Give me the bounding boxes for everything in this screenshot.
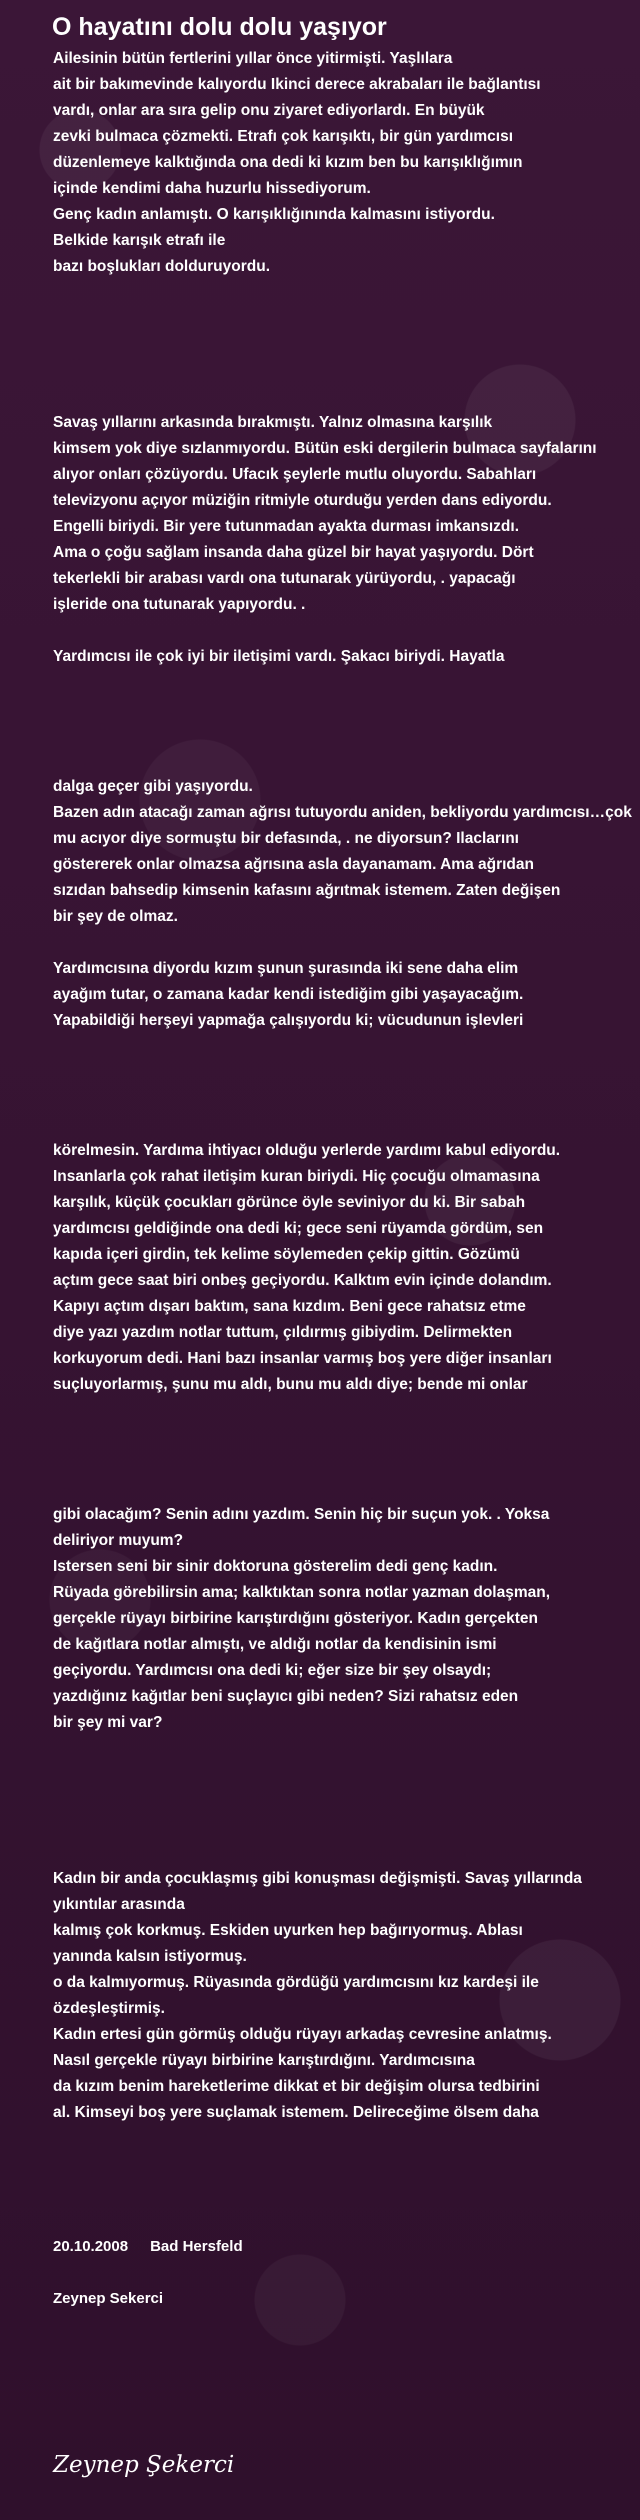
poem-line: Yapabildiği herşeyi yapmağa çalışıyordu ki; vücudunun işlevleri <box>53 1012 524 1029</box>
poem-line: Kadın bir anda çocuklaşmış gibi konuşması değişmişti. Savaş yıllarında <box>53 1870 582 1887</box>
poem-line: yardımcısı geldiğinde ona dedi ki; gece seni rüyamda gördüm, sen <box>53 1220 544 1237</box>
poem-line: zevki bulmaca çözmekti. Etrafı çok karışıktı, bir gün yardımcısı <box>53 128 514 145</box>
poem-line: içinde kendimi daha huzurlu hissediyorum. <box>53 180 371 197</box>
poem-line: Yardımcısına diyordu kızım şunun şurasında iki sene daha elim <box>53 960 519 977</box>
poem-blank-line <box>53 696 632 722</box>
poem-blank-line <box>53 1840 632 1866</box>
poem-line: Belkide karışık etrafı ile <box>53 232 226 249</box>
poem-line: kapıda içeri girdin, tek kelime söylemeden çekip gittin. Gözümü <box>53 1246 520 1263</box>
poem-line: da kızım benim hareketlerime dikkat et bir değişim olursa tedbirini <box>53 2078 540 2095</box>
poem-line: deliriyor muyum? <box>53 1532 184 1549</box>
poem-line: kimsem yok diye sızlanmıyordu. Bütün eski dergilerin bulmaca sayfalarını <box>53 440 597 457</box>
poem-place: Bad Hersfeld <box>150 2238 243 2255</box>
poem-line: işleride ona tutunarak yapıyordu. . <box>53 596 306 613</box>
poem-line: Ama o çoğu sağlam insanda daha güzel bir hayat yaşıyordu. Dört <box>53 544 534 561</box>
poem-line: ayağım tutar, o zamana kadar kendi istediğim gibi yaşayacağım. <box>53 986 524 1003</box>
poem-line: bir şey mi var? <box>53 1714 163 1731</box>
poem-blank-line <box>53 722 632 748</box>
poem-line: bir şey de olmaz. <box>53 908 178 925</box>
poem-blank-line <box>53 1762 632 1788</box>
poem-line: Savaş yıllarını arkasında bırakmıştı. Yalnız olmasına karşılık <box>53 414 493 431</box>
poem-line: de kağıtlara notlar almıştı, ve aldığı notlar da kendisinin ismi <box>53 1636 497 1653</box>
poem-line: dalga geçer gibi yaşıyordu. <box>53 778 253 795</box>
poem-line: yazdığınız kağıtlar beni suçlayıcı gibi neden? Sizi rahatsız eden <box>53 1688 519 1705</box>
poem-blank-line <box>53 358 632 384</box>
poem-blank-line <box>53 280 632 306</box>
poem-blank-line <box>53 384 632 410</box>
poem-blank-line <box>53 306 632 332</box>
poem-blank-line <box>53 332 632 358</box>
poem-blank-line <box>53 1450 632 1476</box>
poem-line: Ailesinin bütün fertlerini yıllar önce yitirmişti. Yaşlılara <box>53 50 453 67</box>
author-signature: Zeynep Şekerci <box>53 2452 235 2478</box>
poem-line: Genç kadın anlamıştı. O karışıklığınında kalmasını istiyordu. <box>53 206 495 223</box>
poem-blank-line <box>53 1398 632 1424</box>
poem-line: suçluyorlarmış, şunu mu aldı, bunu mu aldı diye; bende mi onlar <box>53 1376 528 1393</box>
poem-blank-line <box>53 1814 632 1840</box>
poem-blank-line <box>53 1112 632 1138</box>
poem-blank-line <box>53 670 632 696</box>
poem-line: al. Kimseyi boş yere suçlamak istemem. Delireceğime ölsem daha <box>53 2104 539 2121</box>
poem-line: ait bir bakımevinde kalıyordu Ikinci derece akrabaları ile bağlantısı <box>53 76 541 93</box>
poem-line: Istersen seni bir sinir doktoruna gösterelim dedi genç kadın. <box>53 1558 498 1575</box>
poem-body <box>53 46 632 2126</box>
poem-line: gerçekle rüyayı birbirine karıştırdığını gösteriyor. Kadın gerçekten <box>53 1610 538 1627</box>
poem-line: düzenlemeye kalktığında ona dedi ki kızım ben bu karışıklığımın <box>53 154 523 171</box>
poem-line: mu acıyor diye sormuştu bir defasında, . ne diyorsun? Ilaclarını <box>53 830 519 847</box>
poem-line: televizyonu açıyor müziğin ritmiyle oturduğu yerden dans ediyordu. <box>53 492 552 509</box>
poem-line: alıyor onları çözüyordu. Ufacık şeylerle mutlu oluyordu. Sabahları <box>53 466 537 483</box>
poem-line: sızıdan bahsedip kimsenin kafasını ağrıtmak istemem. Zaten değişen <box>53 882 561 899</box>
poem-line: Bazen adın atacağı zaman ağrısı tutuyordu aniden, bekliyordu yardımcısı…çok <box>53 804 632 821</box>
poem-line: yanında kalsın istiyormuş. <box>53 1948 247 1965</box>
poem-blank-line <box>53 618 632 644</box>
poem-line: korkuyorum dedi. Hani bazı insanlar varmış boş yere diğer insanları <box>53 1350 552 1367</box>
author-name: Zeynep Sekerci <box>53 2290 164 2307</box>
poem-line: Yardımcısı ile çok iyi bir iletişimi vardı. Şakacı biriydi. Hayatla <box>53 648 505 665</box>
poem-line: göstererek onlar olmazsa ağrısına asla dayanamam. Ama ağrıdan <box>53 856 534 873</box>
poem-line: Kadın ertesi gün görmüş olduğu rüyayı arkadaş cevresine anlatmış. <box>53 2026 552 2043</box>
poem-blank-line <box>53 1060 632 1086</box>
poem-line: Rüyada görebilirsin ama; kalktıktan sonra notlar yazman dolaşman, <box>53 1584 551 1601</box>
poem-blank-line <box>53 1788 632 1814</box>
poem-line: karşılık, küçük çocukları görünce öyle seviniyor du ki. Bir sabah <box>53 1194 526 1211</box>
poem-line: kalmış çok korkmuş. Eskiden uyurken hep bağırıyormuş. Ablası <box>53 1922 523 1939</box>
poem-title: O hayatını dolu dolu yaşıyor <box>52 13 387 41</box>
poem-line: geçiyordu. Yardımcısı ona dedi ki; eğer size bir şey olsaydı; <box>53 1662 492 1679</box>
poem-blank-line <box>53 1086 632 1112</box>
poem-line: gibi olacağım? Senin adını yazdım. Senin hiç bir suçun yok. . Yoksa <box>53 1506 550 1523</box>
poem-blank-line <box>53 748 632 774</box>
poem-blank-line <box>53 1424 632 1450</box>
poem-line: yıkıntılar arasında <box>53 1896 185 1913</box>
poem-blank-line <box>53 930 632 956</box>
poem-blank-line <box>53 1736 632 1762</box>
poem-line: Insanlarla çok rahat iletişim kuran biriydi. Hiç çocuğu olmamasına <box>53 1168 540 1185</box>
poem-line: vardı, onlar ara sıra gelip onu ziyaret ediyorlardı. En büyük <box>53 102 485 119</box>
poem-line: o da kalmıyormuş. Rüyasında gördüğü yardımcısını kız kardeşi ile <box>53 1974 539 1991</box>
poem-line: özdeşleştirmiş. <box>53 2000 165 2017</box>
poem-line: diye yazı yazdım notlar tuttum, çıldırmış gibiydim. Delirmekten <box>53 1324 513 1341</box>
poem-line: tekerlekli bir arabası vardı ona tutunarak yürüyordu, . yapacağı <box>53 570 516 587</box>
poem-blank-line <box>53 1476 632 1502</box>
poem-blank-line <box>53 1034 632 1060</box>
poem-line: Engelli biriydi. Bir yere tutunmadan ayakta durması imkansızdı. <box>53 518 519 535</box>
poem-line: bazı boşlukları dolduruyordu. <box>53 258 271 275</box>
poem-line: açtım gece saat biri onbeş geçiyordu. Kalktım evin içinde dolandım. <box>53 1272 552 1289</box>
poem-line: Nasıl gerçekle rüyayı birbirine karıştırdığını. Yardımcısına <box>53 2052 475 2069</box>
date-place-line <box>53 2238 243 2255</box>
poem-date: 20.10.2008 <box>53 2238 129 2255</box>
poem-line: Kapıyı açtım dışarı baktım, sana kızdım. Beni gece rahatsız etme <box>53 1298 526 1315</box>
poem-line: körelmesin. Yardıma ihtiyacı olduğu yerlerde yardımı kabul ediyordu. <box>53 1142 561 1159</box>
